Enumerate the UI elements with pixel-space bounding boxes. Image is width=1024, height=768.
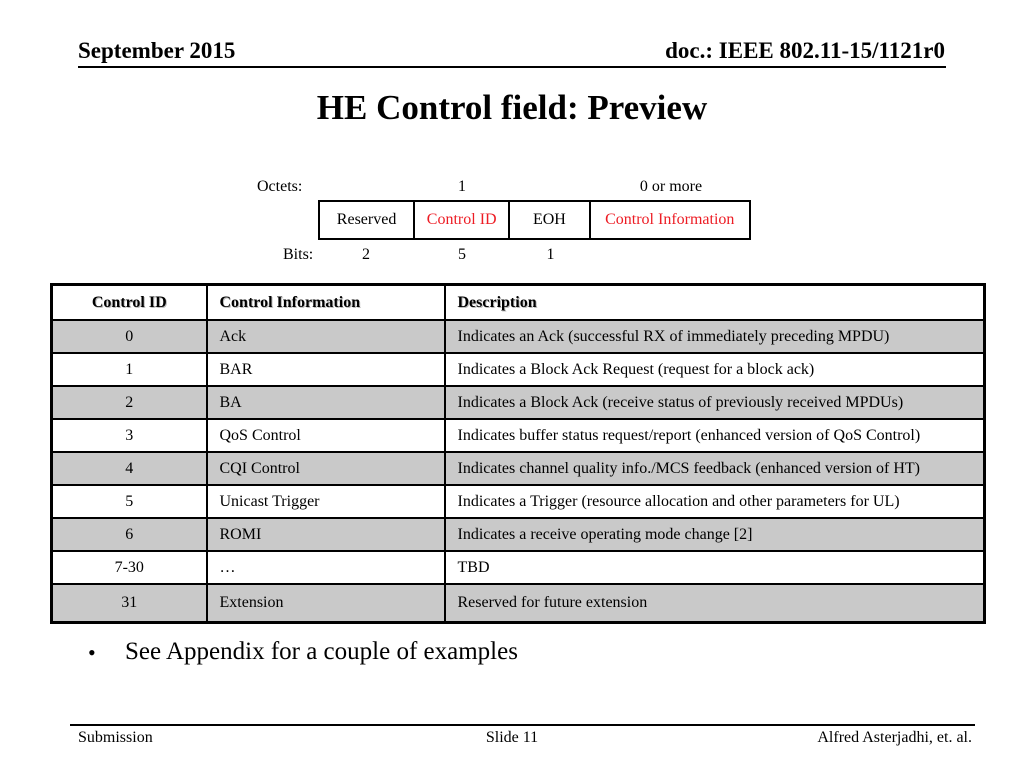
field-box-control-information: Control Information <box>605 211 735 228</box>
table-row <box>52 353 985 386</box>
control-id-table <box>50 283 986 624</box>
cell-control-id: 1 <box>52 353 207 386</box>
cell-control-information: … <box>207 551 445 584</box>
cell-control-id: 5 <box>52 485 207 518</box>
bullet-icon: • <box>88 640 96 665</box>
footer-author: Alfred Asterjadhi, et. al. <box>817 729 972 746</box>
header-control-id: Control ID <box>52 285 207 321</box>
cell-control-information: CQI Control <box>207 452 445 485</box>
field-boxes <box>318 200 751 240</box>
octets-value-control-information: 0 or more <box>639 178 703 195</box>
cell-control-id: 3 <box>52 419 207 452</box>
footer-submission: Submission <box>78 729 153 746</box>
cell-control-information: Extension <box>207 584 445 623</box>
cell-description: Reserved for future extension <box>445 584 985 623</box>
bits-value-reserved: 2 <box>362 246 370 263</box>
cell-control-id: 6 <box>52 518 207 551</box>
cell-control-id: 0 <box>52 320 207 353</box>
table-row <box>52 320 985 353</box>
cell-description: Indicates a receive operating mode change [2] <box>445 518 985 551</box>
bits-label: Bits: <box>283 246 314 263</box>
table-row <box>52 485 985 518</box>
cell-control-id: 7-30 <box>52 551 207 584</box>
bullet-text: See Appendix for a couple of examples <box>125 638 518 665</box>
octets-row <box>318 178 751 198</box>
header-date: September 2015 <box>78 38 236 63</box>
table-row <box>52 518 985 551</box>
table-row <box>52 386 985 419</box>
cell-description: TBD <box>445 551 985 584</box>
bits-value-control-id: 5 <box>458 246 466 263</box>
cell-description: Indicates buffer status request/report (enhanced version of QoS Control) <box>445 419 985 452</box>
table-row <box>52 452 985 485</box>
table-row <box>52 551 985 584</box>
cell-description: Indicates a Block Ack Request (request for a block ack) <box>445 353 985 386</box>
field-box-control-id: Control ID <box>415 202 510 238</box>
header-doc-number: doc.: IEEE 802.11-15/1121r0 <box>665 38 945 63</box>
cell-description: Indicates a Block Ack (receive status of previously received MPDUs) <box>445 386 985 419</box>
cell-description: Indicates a Trigger (resource allocation and other parameters for UL) <box>445 485 985 518</box>
cell-control-information: ROMI <box>207 518 445 551</box>
octets-value-eoh <box>510 178 591 198</box>
table-header-row <box>52 285 985 321</box>
field-box-eoh: EOH <box>510 202 590 238</box>
cell-control-information: BA <box>207 386 445 419</box>
cell-control-id: 4 <box>52 452 207 485</box>
header-divider-line <box>78 66 946 68</box>
cell-control-information: BAR <box>207 353 445 386</box>
cell-control-id: 31 <box>52 584 207 623</box>
header-control-information: Control Information <box>207 285 445 321</box>
bits-row <box>283 246 751 264</box>
table-row <box>52 419 985 452</box>
footer-slide-number: Slide 11 <box>485 729 539 746</box>
slide-title: HE Control field: Preview <box>316 88 708 127</box>
cell-control-information: Unicast Trigger <box>207 485 445 518</box>
bits-value-control-information <box>591 246 751 264</box>
field-box-reserved: Reserved <box>320 202 415 238</box>
header-description: Description <box>445 285 985 321</box>
cell-description: Indicates channel quality info./MCS feedback (enhanced version of HT) <box>445 452 985 485</box>
octets-value-reserved <box>318 178 414 198</box>
table-row <box>52 584 985 623</box>
bits-value-eoh: 1 <box>546 246 555 263</box>
cell-control-id: 2 <box>52 386 207 419</box>
bullet-item <box>88 638 518 666</box>
cell-control-information: Ack <box>207 320 445 353</box>
octets-label: Octets: <box>257 178 303 195</box>
cell-control-information: QoS Control <box>207 419 445 452</box>
footer-divider-line <box>70 724 975 726</box>
cell-description: Indicates an Ack (successful RX of immediately preceding MPDU) <box>445 320 985 353</box>
field-format-diagram <box>257 178 751 264</box>
octets-value-control-id: 1 <box>458 178 466 195</box>
